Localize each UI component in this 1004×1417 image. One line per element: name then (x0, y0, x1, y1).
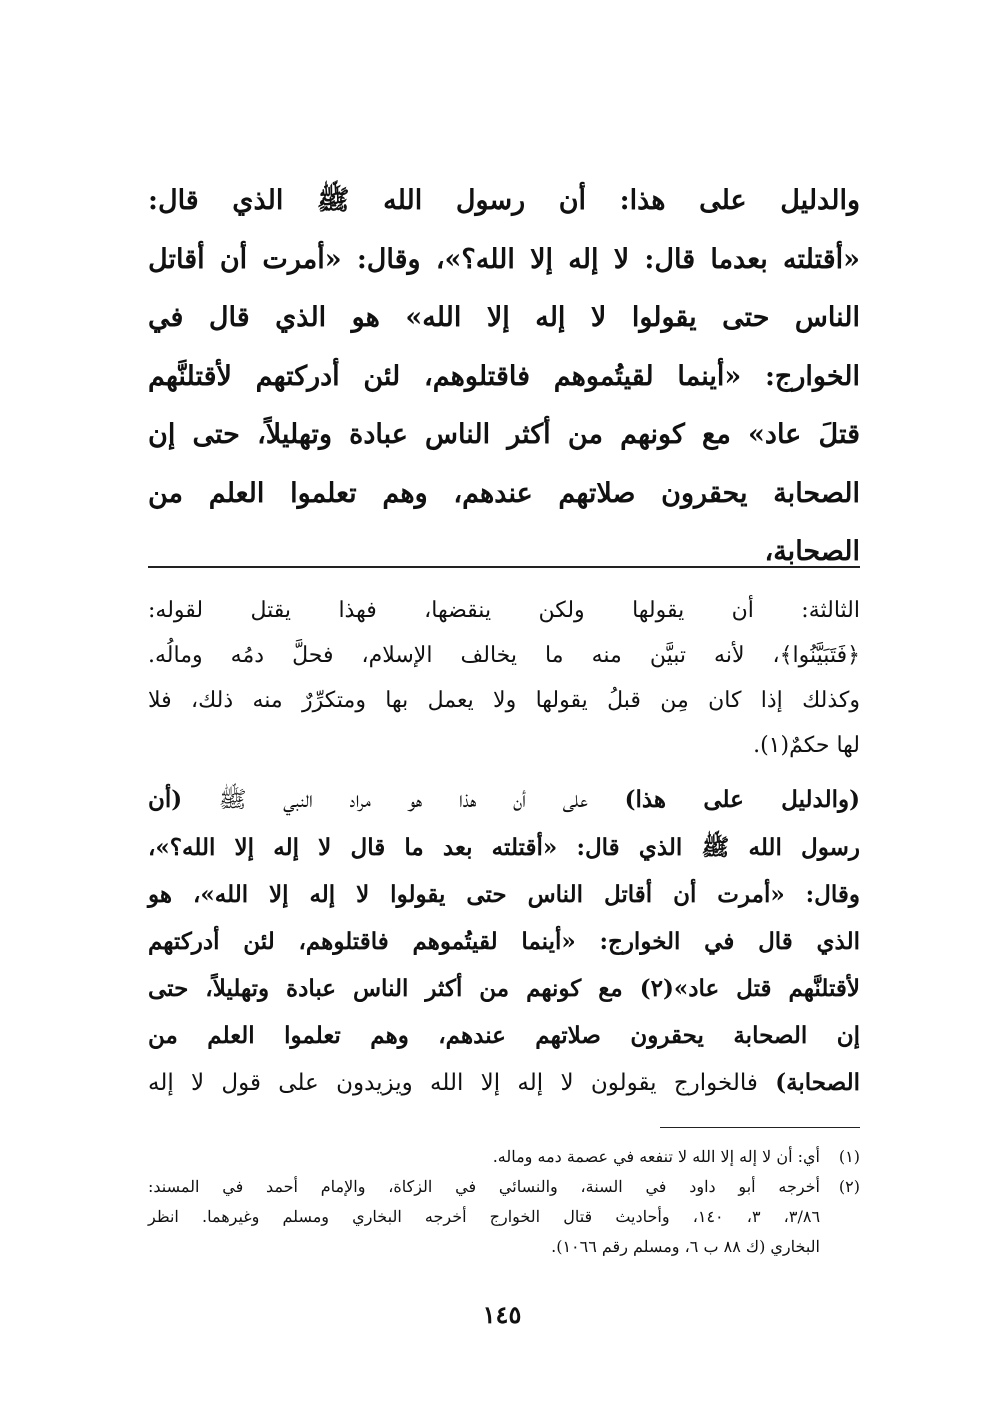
bold-segment: الصحابة) (775, 1069, 860, 1096)
main-line: والدليل على هذا: أن رسول الله ﷺ الذي قال: (148, 185, 860, 216)
main-line: الصحابة، (764, 536, 860, 567)
main-text (148, 172, 860, 582)
commentary-paragraph (148, 588, 860, 768)
footnote-body (148, 1172, 820, 1262)
page-number: ١٤٥ (482, 1300, 522, 1329)
section-divider (148, 566, 860, 568)
footnote-number: (١) (838, 1147, 860, 1166)
commentary-line: وكذلك إذا كان مِن قبلُ يقولها ولا يعمل بها ومتكرِّرٌ منه ذلك، فلا (148, 688, 860, 713)
commentary2-line: رسول الله ﷺ الذي قال: «أقتلته بعد ما قال لا إله إلا الله؟»، (148, 834, 860, 861)
commentary-paragraph-2 (148, 776, 860, 1107)
bold-segment: (والدليل على هذا) (624, 786, 860, 813)
commentary2-line (148, 776, 860, 824)
plain-segment: فالخوارج يقولون لا إله إلا الله ويزيدون على قول لا إله (148, 1070, 776, 1096)
footnote (148, 1172, 860, 1262)
footnote-line: ٣/٨٦، ٣، ١٤٠، وأحاديث قتال الخوارج أخرجه البخاري ومسلم وغيرهما. انظر (148, 1207, 821, 1226)
commentary-line: ﴿فَتَبَيَّنُوا﴾، لأنه تبيَّن منه ما يخالف الإسلام، فحلَّ دمُه ومالُه. (148, 643, 860, 668)
commentary2-line (148, 1059, 860, 1107)
bold-segment: (أن (148, 786, 183, 813)
footnote-line: أخرجه أبو داود في السنة، والنسائي في الزكاة، والإمام أحمد في المسند: (148, 1177, 820, 1196)
main-line: «أقتلته بعدما قال: لا إله إلا الله؟»، وقال: «أمرت أن أقاتل (148, 243, 860, 275)
footnotes (148, 1142, 860, 1262)
footnote-line: أي: أن لا إله إلا الله لا تنفعه في عصمة دمه وماله. (492, 1147, 820, 1166)
commentary2-line: إن الصحابة يحقرون صلاتهم عندهم، وهم تعلموا العلم من (148, 1022, 860, 1049)
main-line: قتلَ عاد» مع كونهم من أكثر الناس عبادة وتهليلاً، حتى إن (148, 419, 860, 450)
commentary2-line: لأقتلنَّهم قتل عاد»(٢) مع كونهم من أكثر الناس عبادة وتهليلاً، حتى (148, 975, 860, 1002)
commentary-line: لها حكمٌ(١). (753, 733, 860, 758)
plain-segment: على أن هذا هو مراد النبي ﷺ (182, 787, 625, 813)
footnote-number: (٢) (838, 1177, 860, 1196)
footnote (148, 1142, 860, 1172)
footnote-line: البخاري (ك ٨٨ ب ٦، ومسلم رقم ١٠٦٦). (551, 1237, 820, 1256)
commentary2-line: وقال: «أمرت أن أقاتل الناس حتى يقولوا لا إله إلا الله»، هو (148, 881, 860, 908)
footnote-body (148, 1142, 820, 1172)
commentary-line: الثالثة: أن يقولها ولكن ينقضها، فهذا يقتل لقوله: (148, 598, 860, 623)
main-line: الناس حتى يقولوا لا إله إلا الله» هو الذي قال في (148, 302, 860, 333)
footnote-divider (660, 1127, 860, 1128)
main-line: الصحابة يحقرون صلاتهم عندهم، وهم تعلموا العلم من (148, 477, 860, 509)
commentary2-line: الذي قال في الخوارج: «أينما لقيتُموهم فاقتلوهم، لئن أدركتهم (148, 928, 860, 955)
main-line: الخوارج: «أينما لقيتُموهم فاقتلوهم، لئن أدركتهم لأقتلنَّهم (148, 360, 860, 392)
